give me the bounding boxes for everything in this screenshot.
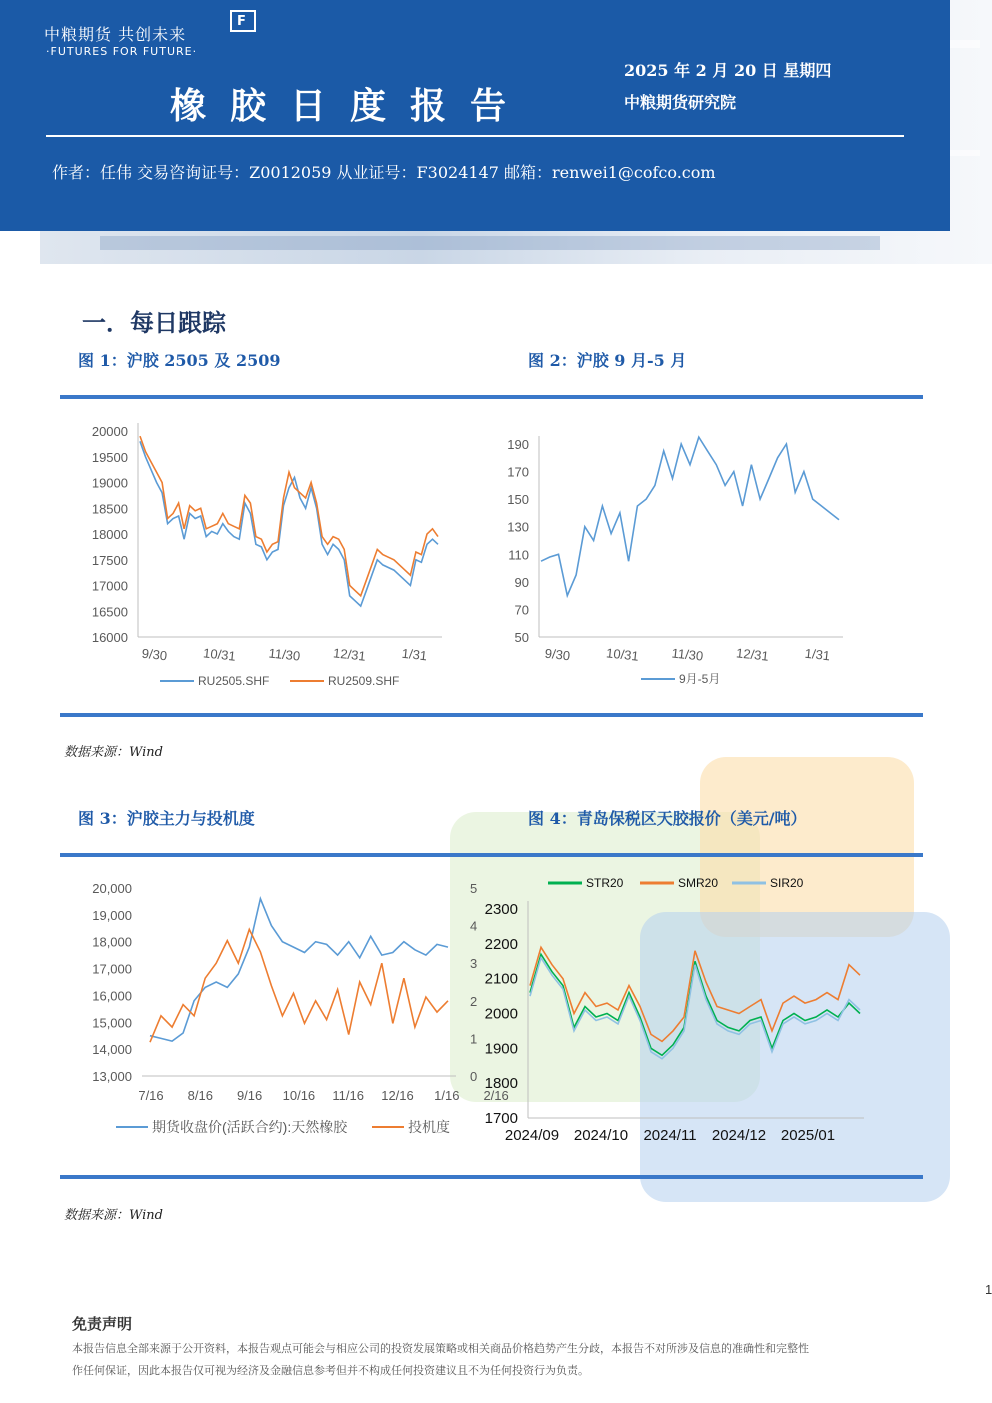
y-tick-label: 20000 [91, 424, 128, 439]
y-tick-label: 19000 [91, 475, 128, 491]
series-line-投机度 [150, 929, 448, 1042]
x-tick-label: 1/31 [401, 645, 428, 664]
legend-label: RU2505.SHF [198, 674, 270, 688]
y-tick-label-left: 20,000 [92, 881, 132, 896]
x-tick-label: 11/30 [670, 645, 704, 664]
y-tick-label: 90 [514, 574, 529, 590]
x-tick-label: 2024/12 [711, 1127, 767, 1144]
series-line-SIR20 [530, 958, 860, 1059]
legend-label: 9月-5月 [679, 672, 721, 686]
y-tick-label: 190 [507, 437, 529, 452]
y-tick-label-left: 14,000 [92, 1042, 132, 1058]
y-tick-label: 17000 [91, 578, 128, 594]
figure-4-title: 图 4：青岛保税区天胶报价（美元/吨） [528, 809, 807, 828]
series-line-期货收盘价(活跃合约):天然橡胶 [150, 899, 448, 1041]
x-tick-label: 7/16 [138, 1088, 164, 1103]
x-tick-label: 12/16 [381, 1088, 414, 1103]
y-tick-label: 110 [508, 547, 529, 563]
figure-row-1-top-rule [60, 395, 923, 399]
y-tick-label: 150 [507, 492, 529, 508]
series-line-9月-5月 [541, 437, 839, 595]
y-tick-label: 1900 [484, 1040, 518, 1058]
y-tick-label-left: 15,000 [92, 1015, 132, 1031]
y-tick-label: 2200 [484, 935, 518, 953]
legend-label: STR20 [586, 876, 624, 890]
x-tick-label: 12/31 [332, 645, 367, 664]
x-tick-label: 11/30 [267, 645, 301, 664]
y-tick-label: 70 [514, 602, 529, 618]
page-number: 1 [985, 1282, 992, 1297]
x-tick-label: 2024/11 [643, 1127, 697, 1144]
x-tick-label: 2024/09 [504, 1127, 560, 1144]
chart-figure-4 [480, 865, 880, 1155]
report-institute: 中粮期货研究院 [624, 93, 737, 112]
y-tick-label-right: 5 [470, 881, 478, 896]
y-tick-label: 19500 [91, 449, 128, 465]
x-tick-label: 2/16 [483, 1088, 509, 1103]
legend-label: 期货收盘价(活跃合约):天然橡胶 [152, 1119, 348, 1135]
y-tick-label-right: 4 [470, 918, 478, 934]
y-tick-label: 2300 [484, 901, 518, 918]
y-tick-label-right: 3 [470, 956, 478, 972]
x-tick-label: 1/16 [434, 1088, 460, 1103]
y-tick-label: 17500 [91, 552, 128, 568]
x-tick-label: 9/30 [544, 645, 571, 664]
y-tick-label-right: 1 [470, 1031, 478, 1047]
y-tick-label-left: 16,000 [92, 988, 132, 1004]
y-tick-label-left: 18,000 [92, 934, 132, 950]
author-info: 作者：任伟 交易咨询证号：Z0012059 从业证号：F3024147 邮箱：renwei1@cofco.com [52, 163, 716, 182]
disclaimer-line-1: 本报告信息全部来源于公开资料，本报告观点可能会与相应公司的投资发展策略或相关商品价格趋势产生分歧，本报告不对所涉及信息的准确性和完整性 [72, 1342, 809, 1355]
legend-label: 投机度 [408, 1119, 450, 1135]
logo-icon: F [230, 10, 256, 32]
y-tick-label: 16500 [91, 604, 128, 620]
y-tick-label: 2100 [484, 970, 518, 988]
disclaimer-line-2: 作任何保证，因此本报告仅可视为经济及金融信息参考但并不构成任何投资建议且不为任何投资行为负责。 [72, 1364, 589, 1377]
header-divider [46, 135, 904, 137]
figure-2-title: 图 2：沪胶 9 月-5 月 [528, 351, 687, 370]
x-tick-label: 10/31 [202, 645, 237, 664]
y-tick-label-right: 2 [470, 993, 478, 1009]
x-tick-label: 9/30 [141, 645, 168, 664]
y-tick-label-right: 0 [470, 1069, 478, 1084]
legend-label: RU2509.SHF [328, 674, 400, 688]
figure-row-2-top-rule [60, 853, 923, 857]
y-tick-label: 16000 [91, 630, 128, 645]
y-tick-label: 1700 [484, 1110, 518, 1127]
y-tick-label: 18000 [91, 527, 128, 542]
x-tick-label: 11/16 [332, 1088, 364, 1103]
data-source-2: 数据来源：Wind [64, 1208, 163, 1223]
x-tick-label: 10/31 [605, 645, 640, 664]
y-tick-label-left: 19,000 [92, 907, 132, 923]
chart-figure-1 [70, 415, 460, 700]
x-tick-label: 1/31 [804, 645, 831, 664]
data-source-1: 数据来源：Wind [64, 745, 163, 760]
y-tick-label: 2000 [484, 1005, 518, 1023]
report-date: 2025 年 2 月 20 日 星期四 [624, 61, 832, 80]
figure-1-title: 图 1：沪胶 2505 及 2509 [78, 351, 281, 370]
figure-row-1-bottom-rule [60, 713, 923, 717]
y-tick-label: 170 [507, 464, 529, 480]
x-tick-label: 2025/01 [780, 1127, 836, 1144]
series-line-RU2509.SHF [140, 436, 438, 596]
x-tick-label: 10/16 [282, 1088, 316, 1103]
chart-figure-2 [495, 425, 875, 700]
section-title: 一．每日跟踪 [82, 308, 226, 337]
figure-row-2-bottom-rule [60, 1175, 923, 1179]
disclaimer-title: 免责声明 [72, 1315, 133, 1333]
x-tick-label: 12/31 [735, 645, 770, 664]
figure-3-title: 图 3：沪胶主力与投机度 [78, 809, 255, 828]
report-title: 橡胶日度报告 [170, 85, 531, 127]
y-tick-label-left: 17,000 [92, 961, 132, 977]
logo-text-cn: 中粮期货 共创未来 [44, 25, 187, 44]
y-tick-label: 18500 [91, 501, 128, 517]
y-tick-label: 50 [514, 630, 529, 645]
legend-label: SIR20 [770, 876, 804, 890]
logo-text-en: ·FUTURES FOR FUTURE· [46, 45, 198, 58]
legend-label: SMR20 [678, 876, 719, 890]
x-tick-label: 9/16 [236, 1088, 263, 1103]
y-tick-label: 130 [507, 519, 529, 535]
x-tick-label: 2024/10 [573, 1127, 629, 1144]
y-tick-label-left: 13,000 [92, 1069, 132, 1084]
y-tick-label: 1800 [484, 1075, 518, 1093]
x-tick-label: 8/16 [187, 1088, 213, 1103]
